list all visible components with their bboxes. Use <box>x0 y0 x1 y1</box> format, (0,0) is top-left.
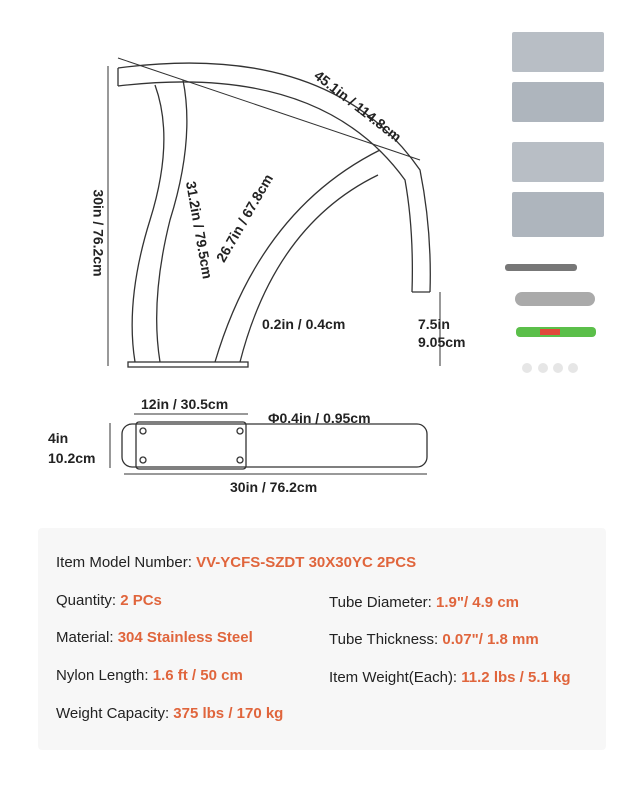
hole-diameter-label: Φ0.4in / 0.95cm <box>268 410 371 426</box>
spec-value: 304 Stainless Steel <box>117 629 253 646</box>
end-height-in-label: 7.5in <box>418 316 450 332</box>
spec-material <box>56 629 253 646</box>
width-cm-label: 10.2cm <box>48 450 96 466</box>
arc-length-label: 45.1in / 114.8cm <box>311 67 405 145</box>
total-length-label: 30in / 76.2cm <box>230 479 318 495</box>
spec-label: Tube Thickness: <box>329 631 439 648</box>
spec-value: 1.6 ft / 50 cm <box>152 667 243 684</box>
spec-value: VV-YCFS-SZDT 30X30YC 2PCS <box>196 554 417 571</box>
spec-capacity <box>56 705 283 722</box>
width-in-label: 4in <box>48 430 69 446</box>
spec-value: 0.07"/ 1.8 mm <box>442 631 539 648</box>
spec-label: Tube Diameter: <box>329 594 432 611</box>
height-label: 30in / 76.2cm <box>90 189 107 277</box>
spec-thickness <box>329 631 539 648</box>
spec-diameter <box>329 594 519 611</box>
spec-label: Nylon Length: <box>56 667 149 684</box>
spec-nylon <box>56 667 243 684</box>
spec-value: 11.2 lbs / 5.1 kg <box>461 669 571 686</box>
spec-card <box>38 528 606 750</box>
middle-arc-label: 26.7in / 67.8cm <box>212 171 277 265</box>
spec-value: 1.9"/ 4.9 cm <box>436 594 519 611</box>
spec-label: Item Weight(Each): <box>329 669 458 686</box>
spec-weight <box>329 669 571 686</box>
spec-value: 2 PCs <box>120 592 162 609</box>
spec-label: Item Model Number: <box>56 554 192 571</box>
spec-label: Weight Capacity: <box>56 705 170 722</box>
spec-quantity <box>56 592 162 609</box>
spec-model <box>56 554 416 571</box>
end-height-cm-label: 9.05cm <box>418 334 466 350</box>
plate-thickness-label: 0.2in / 0.4cm <box>262 316 346 332</box>
inner-arc-label: 31.2in / 79.5cm <box>182 179 216 281</box>
spec-label: Quantity: <box>56 592 117 609</box>
plate-length-label: 12in / 30.5cm <box>141 396 229 412</box>
spec-label: Material: <box>56 629 114 646</box>
spec-value: 375 lbs / 170 kg <box>173 705 284 722</box>
